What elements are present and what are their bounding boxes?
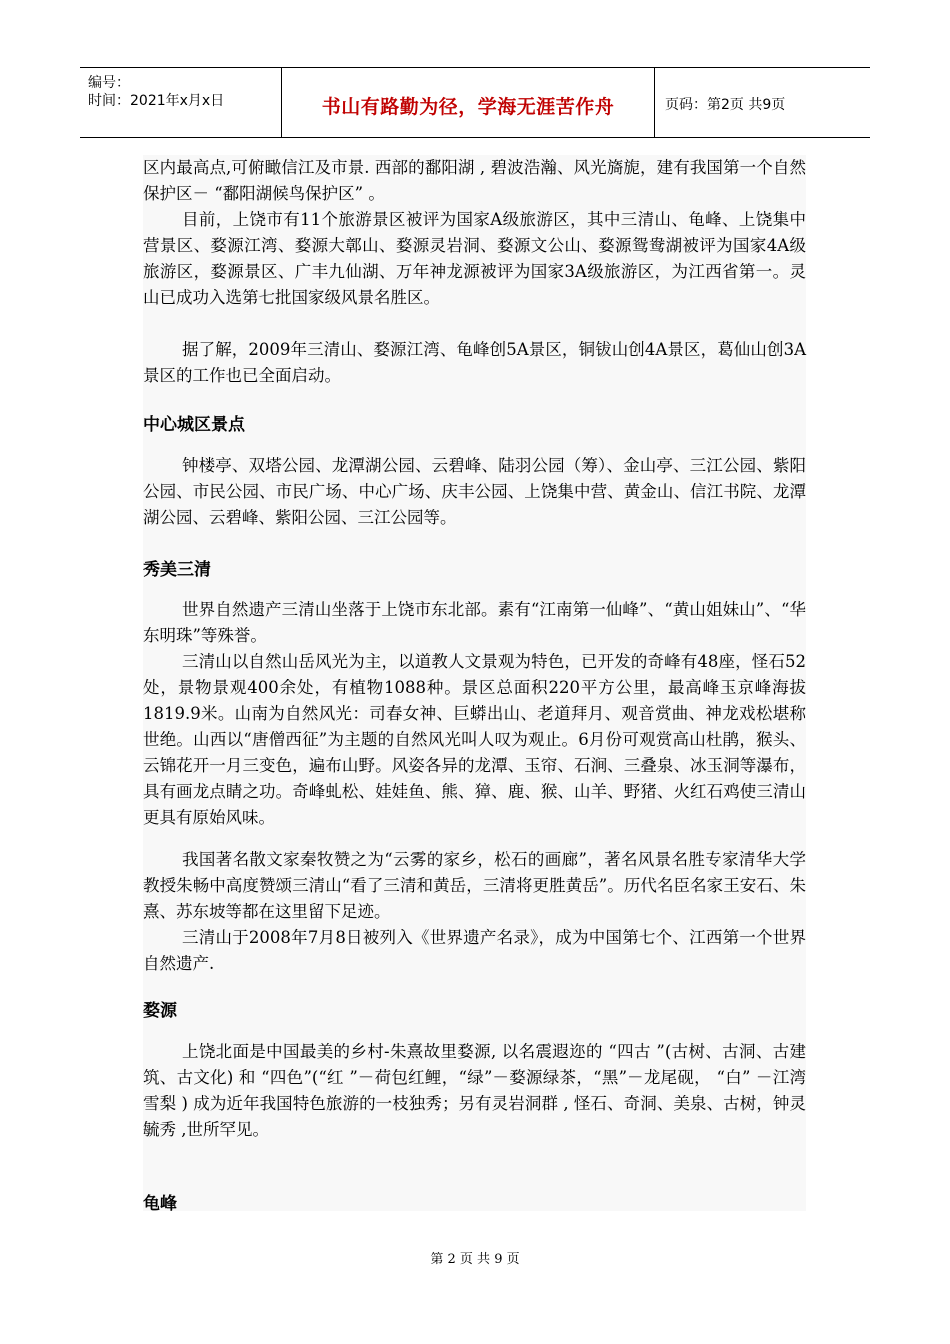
doc-number-label: 编号：: [88, 75, 130, 91]
paragraph: 世界自然遗产三清山坐落于上饶市东北部。素有“江南第一仙峰”、“黄山姐妹山”、“华东明珠”等殊誉。: [143, 600, 806, 645]
header-motto: 书山有路勤为径，学海无涯苦作舟: [321, 96, 615, 118]
paragraph: 钟楼亭、双塔公园、龙潭湖公园、云碧峰、陆羽公园（筹）、金山亭、三江公园、紫阳公园、市民公园、市民广场、中心广场、庆丰公园、上饶集中营、黄金山、信江书院、龙潭湖公园、云碧峰、紫阳公园、三江公园等。: [143, 456, 806, 527]
paragraph: 目前，上饶市有11个旅游景区被评为国家A级旅游区，其中三清山、龟峰、上饶集中营景区、婺源江湾、婺源大鄣山、婺源灵岩洞、婺源文公山、婺源鸳鸯湖被评为国家4A级旅游区，婺源景区、广丰九仙湖、万年神龙源被评为国家3A级旅游区，为江西省第一。灵山已成功入选第七批国家级风景名胜区。: [143, 210, 806, 307]
paragraph: 区内最高点,可俯瞰信江及市景. 西部的鄱阳湖 , 碧波浩瀚、风光旖旎，建有我国第一个自然保护区－ “鄱阳湖候鸟保护区” 。: [143, 158, 806, 203]
paragraph: 我国著名散文家秦牧赞之为“云雾的家乡，松石的画廊”，著名风景名胜专家清华大学教授朱畅中高度赞颂三清山“看了三清和黄岳，三清将更胜黄岳”。历代名臣名家王安石、朱熹、苏东坡等都在这里留下足迹。: [143, 850, 806, 921]
section-heading: 秀美三清: [143, 560, 211, 580]
document-body: [143, 155, 806, 1214]
header-page-info: 页码：第2页 共9页: [665, 97, 786, 113]
section-heading: 龟峰: [143, 1194, 177, 1214]
header-page-cell: [655, 68, 870, 137]
section-heading: 中心城区景点: [143, 415, 245, 435]
page-footer: 第 2 页 共 9 页: [430, 1252, 520, 1267]
paragraph: 三清山以自然山岳风光为主，以道教人文景观为特色，已开发的奇峰有48座，怪石52处，景物景观400余处，有植物1088种。景区总面积220平方公里，最高峰玉京峰海拔1819.9米。山南为自然风光：司春女神、巨蟒出山、老道拜月、观音赏曲、神龙戏松堪称世绝。山西以“唐僧西征”为主题的自然风光叫人叹为观止。6月份可观赏高山杜鹃，猴头、云锦花开一月三变色，遍布山野。风姿各异的龙潭、玉帘、石涧、三叠泉、冰玉洞等瀑布，具有画龙点睛之功。奇峰虬松、娃娃鱼、熊、獐、鹿、猴、山羊、野猪、火红石鸡使三清山更具有原始风味。: [143, 652, 806, 827]
document-header: [80, 67, 870, 138]
doc-time-label: 时间：2021年x月x日: [88, 93, 225, 109]
header-motto-cell: [282, 68, 655, 137]
header-meta-cell: [80, 68, 282, 137]
paragraph: 三清山于2008年7月8日被列入《世界遗产名录》，成为中国第七个、江西第一个世界自然遗产.: [143, 928, 806, 973]
paragraph: 据了解，2009年三清山、婺源江湾、龟峰创5A景区，铜钹山创4A景区，葛仙山创3A景区的工作也已全面启动。: [143, 340, 806, 385]
paragraph: 上饶北面是中国最美的乡村-朱熹故里婺源, 以名震遐迩的 “四古 ”(古树、古洞、古建筑、古文化) 和 “四色”(“红 ”－荷包红鲤，“绿”－婺源绿茶，“黑”－龙尾砚， “白” －江湾雪梨 ) 成为近年我国特色旅游的一枝独秀；另有灵岩洞群 , 怪石、奇洞、美泉、古树，钟灵毓秀 ,世所罕见。: [143, 1042, 806, 1139]
section-heading: 婺源: [143, 1001, 177, 1021]
